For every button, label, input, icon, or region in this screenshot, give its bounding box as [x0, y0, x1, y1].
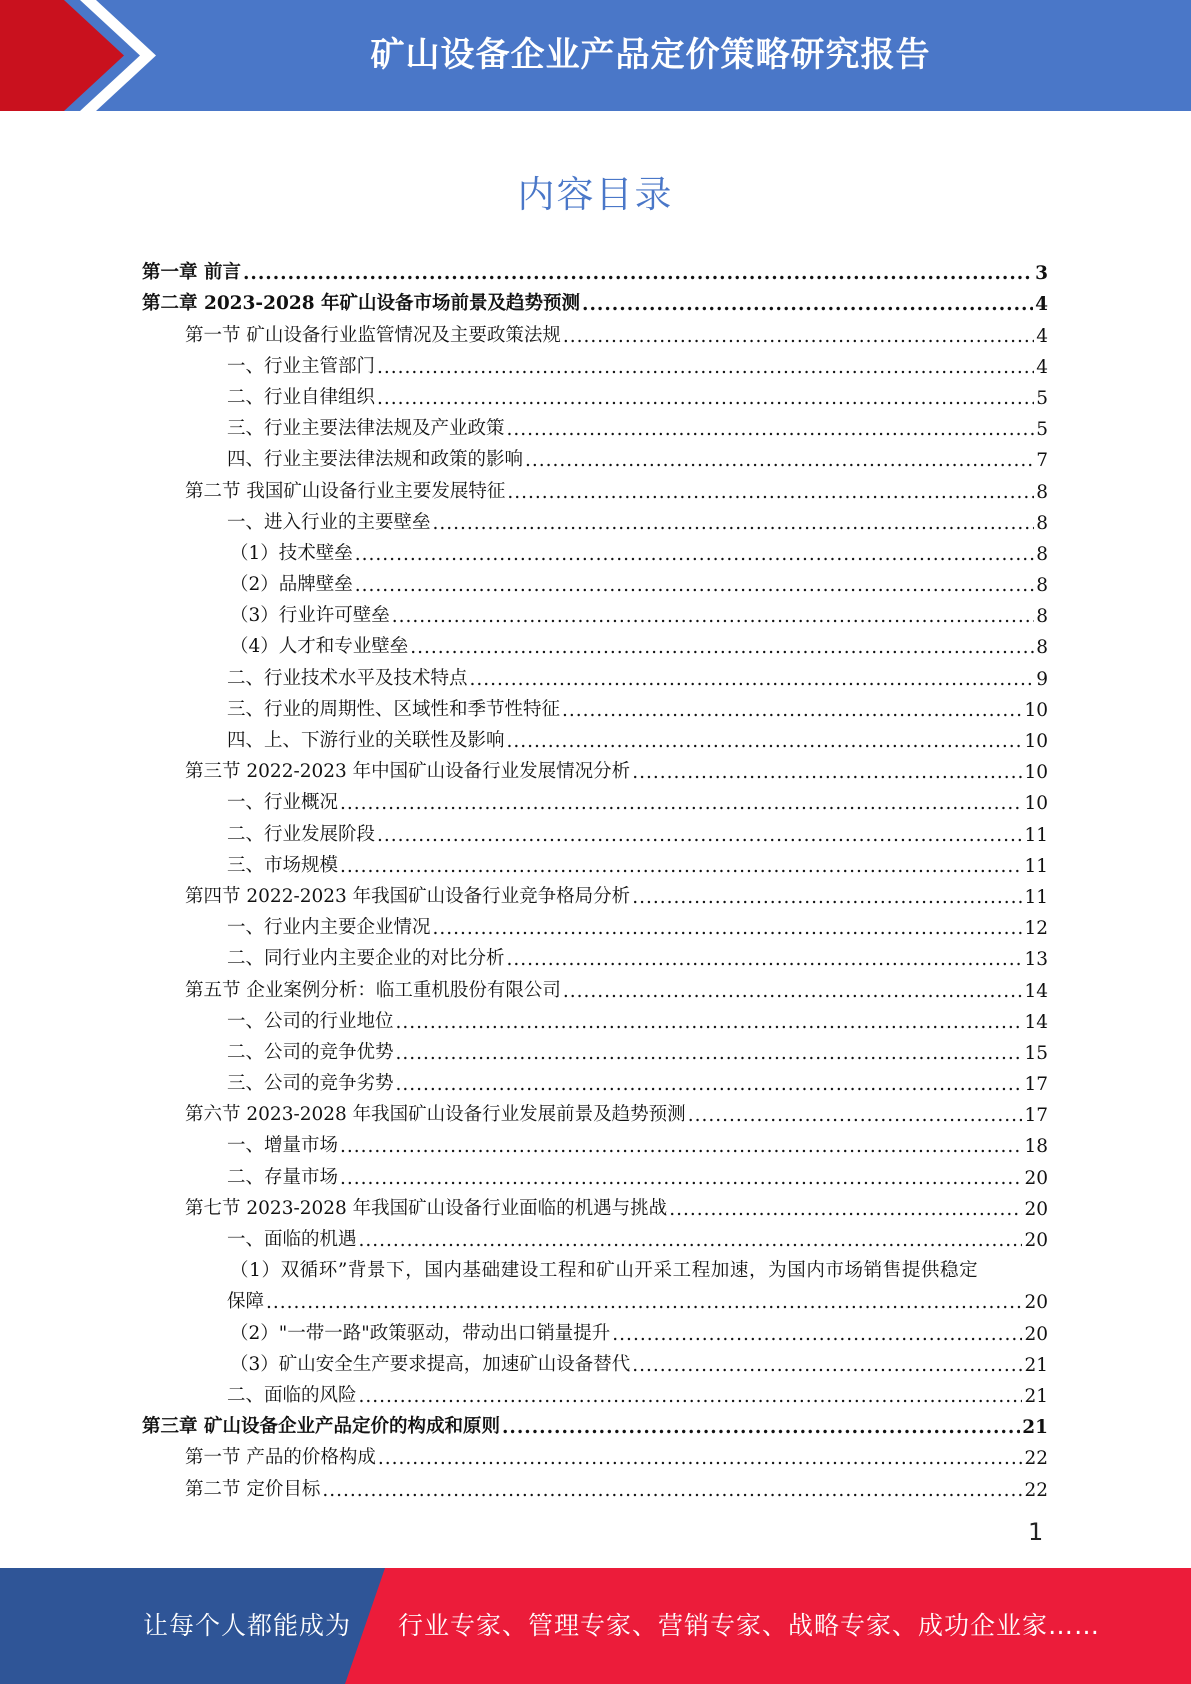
toc-entry-page: 11: [1024, 886, 1048, 908]
toc-entry-page: 21: [1024, 1385, 1048, 1407]
page-number: 1: [1028, 1518, 1044, 1546]
toc-entry[interactable]: [142, 596, 1048, 627]
toc-entry[interactable]: [142, 1064, 1048, 1095]
toc-entry[interactable]: [142, 814, 1048, 845]
toc-entry-page: 17: [1024, 1105, 1048, 1127]
toc-entry-page: 20: [1024, 1292, 1048, 1314]
toc-entry[interactable]: [142, 378, 1048, 409]
toc-entry-title: 一、公司的行业地位: [227, 1010, 394, 1032]
toc-entry-title: 第三章 矿山设备企业产品定价的构成和原则: [142, 1416, 500, 1438]
toc-entry[interactable]: [142, 440, 1048, 471]
toc-dot-leader: [563, 326, 1034, 347]
toc-entry-page: 10: [1024, 793, 1048, 815]
toc-entry-title: 第四节 2022-2023 年我国矿山设备行业竞争格局分析: [185, 885, 631, 907]
toc-entry-title: （2）"一带一路"政策驱动，带动出口销量提升: [230, 1322, 611, 1344]
toc-dot-leader: [266, 1292, 1022, 1313]
toc-dot-leader: [377, 357, 1034, 378]
toc-entry-page: 8: [1036, 543, 1048, 565]
toc-entry-title: 三、行业的周期性、区域性和季节性特征: [227, 698, 561, 720]
toc-entry-page: 4: [1036, 356, 1048, 378]
toc-entry-page: 21: [1024, 1354, 1048, 1376]
toc-entry-page: 8: [1036, 606, 1048, 628]
toc-dot-leader: [507, 949, 1023, 970]
toc-entry[interactable]: [142, 1189, 1048, 1220]
toc-heading: 内容目录: [517, 173, 674, 216]
toc-entry[interactable]: [142, 752, 1048, 783]
toc-entry-title: 二、公司的竞争优势: [227, 1041, 394, 1063]
toc-entry-page: 8: [1036, 575, 1048, 597]
toc-entry[interactable]: [142, 565, 1048, 596]
toc-dot-leader: [525, 450, 1034, 471]
toc-dot-leader: [410, 637, 1034, 658]
toc-dot-leader: [355, 575, 1034, 596]
toc-entry-page: 11: [1024, 855, 1048, 877]
toc-entry[interactable]: [142, 534, 1048, 565]
toc-dot-leader: [322, 1480, 1022, 1501]
toc-entry[interactable]: [142, 1345, 1048, 1376]
toc-entry-page: 21: [1022, 1417, 1048, 1439]
toc-entry[interactable]: [142, 1220, 1048, 1251]
toc-entry[interactable]: [142, 658, 1048, 689]
toc-entry-page: 20: [1024, 1167, 1048, 1189]
toc-entry[interactable]: [142, 1282, 1048, 1313]
toc-entry-title: 三、行业主要法律法规及产业政策: [227, 418, 505, 440]
toc-entry[interactable]: [142, 253, 1048, 284]
toc-entry-title: 第三节 2022-2023 年中国矿山设备行业发展情况分析: [185, 761, 631, 783]
toc-dot-leader: [612, 1324, 1022, 1345]
toc-entry-page: 13: [1024, 949, 1048, 971]
toc-dot-leader: [359, 1386, 1023, 1407]
toc-entry-page: 22: [1024, 1448, 1048, 1470]
footer-slogan-left: 让每个人都能成为: [143, 1611, 352, 1640]
toc-entry-page: 14: [1024, 980, 1048, 1002]
toc-entry-title: 四、上、下游行业的关联性及影响: [227, 730, 505, 751]
toc-entry-title: 二、存量市场: [227, 1166, 339, 1188]
toc-entry-title: 保障: [227, 1291, 265, 1313]
toc-entry[interactable]: [142, 315, 1048, 346]
toc-entry-title: 二、面临的风险: [227, 1384, 357, 1406]
toc-entry-page: 8: [1036, 512, 1048, 534]
toc-dot-leader: [392, 606, 1034, 627]
toc-entry-page: 10: [1024, 731, 1048, 752]
toc-entry[interactable]: [142, 1407, 1048, 1438]
toc-dot-leader: [433, 918, 1023, 939]
toc-entry[interactable]: [142, 1126, 1048, 1157]
toc-entry[interactable]: [142, 877, 1048, 908]
toc-entry-title: 第六节 2023-2028 年我国矿山设备行业发展前景及趋势预测: [185, 1104, 686, 1126]
toc-entry[interactable]: [142, 1376, 1048, 1407]
toc-entry-page: 7: [1036, 450, 1048, 472]
toc-dot-leader: [632, 1355, 1022, 1376]
toc-dot-leader: [378, 1448, 1023, 1469]
toc-entry[interactable]: [142, 284, 1048, 315]
toc-dot-leader: [340, 856, 1022, 877]
toc-entry[interactable]: [142, 908, 1048, 939]
toc-entry-title: （2）品牌壁垒: [230, 574, 353, 596]
toc-entry-title: 第五节 企业案例分析：临工重机股份有限公司: [185, 979, 561, 1001]
toc-dot-leader: [507, 419, 1035, 440]
toc-entry-title: 第七节 2023-2028 年我国矿山设备行业面临的机遇与挑战: [185, 1197, 668, 1219]
toc-entry-title: 第一节 产品的价格构成: [185, 1447, 376, 1469]
toc-dot-leader: [562, 700, 1022, 721]
toc-entry-page: 4: [1035, 294, 1048, 316]
toc-entry-page: 5: [1036, 387, 1048, 409]
toc-dot-leader: [243, 263, 1033, 284]
toc-entry-title: 二、行业自律组织: [227, 386, 376, 408]
toc-entry-title: 一、增量市场: [227, 1135, 339, 1157]
table-of-contents: [142, 253, 1048, 1501]
toc-entry-title: （3）矿山安全生产要求提高，加速矿山设备替代: [230, 1353, 631, 1375]
toc-entry[interactable]: [142, 690, 1048, 721]
toc-entry-title: 二、同行业内主要企业的对比分析: [227, 948, 505, 970]
toc-entry-page: 10: [1024, 762, 1048, 784]
toc-dot-leader: [340, 1168, 1022, 1189]
toc-entry[interactable]: [142, 347, 1048, 378]
toc-entry-page: 15: [1024, 1042, 1048, 1064]
toc-entry-title: 一、行业主管部门: [227, 355, 376, 377]
toc-entry-page: 8: [1036, 481, 1048, 503]
toc-dot-leader: [359, 1230, 1023, 1251]
toc-entry-page: 12: [1024, 918, 1048, 940]
toc-entry-title: 四、行业主要法律法规和政策的影响: [227, 449, 524, 471]
toc-entry[interactable]: [142, 1033, 1048, 1064]
toc-entry-page: 14: [1024, 1011, 1048, 1033]
toc-entry-page: 10: [1024, 699, 1048, 721]
toc-dot-leader: [507, 731, 1023, 752]
toc-entry-page: 17: [1024, 1074, 1048, 1096]
toc-dot-leader: [396, 1043, 1023, 1064]
toc-entry[interactable]: [142, 1469, 1048, 1500]
toc-dot-leader: [507, 482, 1034, 503]
toc-dot-leader: [355, 544, 1034, 565]
toc-entry[interactable]: [142, 783, 1048, 814]
toc-entry[interactable]: [142, 1157, 1048, 1188]
toc-entry-page: 20: [1024, 1230, 1048, 1251]
toc-entry-title: （4）人才和专业壁垒: [230, 636, 409, 658]
page-footer: [0, 1568, 1191, 1684]
toc-entry-title: 第二章 2023-2028 年矿山设备市场前景及趋势预测: [142, 293, 581, 315]
toc-entry-title: 三、市场规模: [227, 854, 339, 876]
toc-dot-leader: [582, 294, 1033, 315]
toc-entry-title: （1）双循环”背景下，国内基础建设工程和矿山开采工程加速，为国内市场销售提供稳定: [230, 1260, 979, 1282]
toc-dot-leader: [632, 762, 1022, 783]
toc-entry[interactable]: [142, 939, 1048, 970]
toc-dot-leader: [377, 825, 1022, 846]
toc-dot-leader: [377, 388, 1034, 409]
toc-entry-page: 8: [1036, 637, 1048, 659]
toc-entry-page: 9: [1036, 668, 1048, 690]
toc-dot-leader: [340, 1136, 1022, 1157]
toc-dot-leader: [396, 1012, 1023, 1033]
toc-entry[interactable]: [142, 409, 1048, 440]
toc-dot-leader: [688, 1105, 1023, 1126]
toc-entry-title: 第一节 矿山设备行业监管情况及主要政策法规: [185, 324, 561, 346]
toc-entry[interactable]: [142, 1438, 1048, 1469]
toc-entry-title: 一、行业内主要企业情况: [227, 917, 431, 939]
toc-dot-leader: [632, 887, 1022, 908]
toc-entry-page: 18: [1024, 1136, 1048, 1158]
toc-entry-page: 3: [1035, 263, 1048, 285]
toc-entry[interactable]: [142, 1313, 1048, 1344]
toc-entry-title: （3）行业许可壁垒: [230, 605, 390, 627]
toc-entry[interactable]: [142, 627, 1048, 658]
toc-dot-leader: [433, 513, 1035, 534]
toc-entry-title: 二、行业发展阶段: [227, 823, 376, 845]
toc-entry[interactable]: [142, 1002, 1048, 1033]
toc-entry-title: 三、公司的竞争劣势: [227, 1073, 394, 1095]
toc-entry[interactable]: [142, 471, 1048, 502]
toc-entry-title: 一、进入行业的主要壁垒: [227, 511, 431, 533]
toc-entry[interactable]: [142, 970, 1048, 1001]
toc-entry-page: 22: [1024, 1479, 1048, 1501]
toc-dot-leader: [563, 981, 1023, 1002]
toc-dot-leader: [470, 669, 1035, 690]
toc-entry-page: 20: [1024, 1198, 1048, 1220]
toc-entry-page: 11: [1024, 824, 1048, 846]
toc-entry-page: 4: [1036, 325, 1048, 347]
toc-entry-title: 第二节 我国矿山设备行业主要发展特征: [185, 480, 506, 502]
header-chevron-arrow-icon: [0, 0, 160, 111]
toc-dot-leader: [502, 1417, 1020, 1438]
toc-entry-title: 一、面临的机遇: [227, 1229, 357, 1250]
toc-entry-title: 二、行业技术水平及技术特点: [227, 667, 468, 689]
page-header: [0, 0, 1191, 111]
toc-dot-leader: [396, 1074, 1023, 1095]
toc-dot-leader: [669, 1199, 1022, 1220]
toc-entry[interactable]: [142, 846, 1048, 877]
footer-slogan-right: 行业专家、管理专家、营销专家、战略专家、成功企业家……: [398, 1611, 1101, 1640]
toc-entry-page: 5: [1036, 419, 1048, 441]
toc-entry[interactable]: [142, 721, 1048, 752]
toc-entry-page: 20: [1024, 1323, 1048, 1345]
toc-entry-title: 一、行业概况: [227, 792, 339, 814]
toc-entry[interactable]: [142, 503, 1048, 534]
toc-dot-leader: [340, 793, 1022, 814]
report-title: 矿山设备企业产品定价策略研究报告: [370, 35, 931, 75]
toc-entry[interactable]: [142, 1095, 1048, 1126]
toc-entry[interactable]: [142, 1251, 1048, 1282]
toc-entry-title: 第一章 前言: [142, 262, 241, 284]
toc-entry-title: 第二节 定价目标: [185, 1478, 321, 1500]
toc-entry-title: （1）技术壁垒: [230, 542, 353, 564]
